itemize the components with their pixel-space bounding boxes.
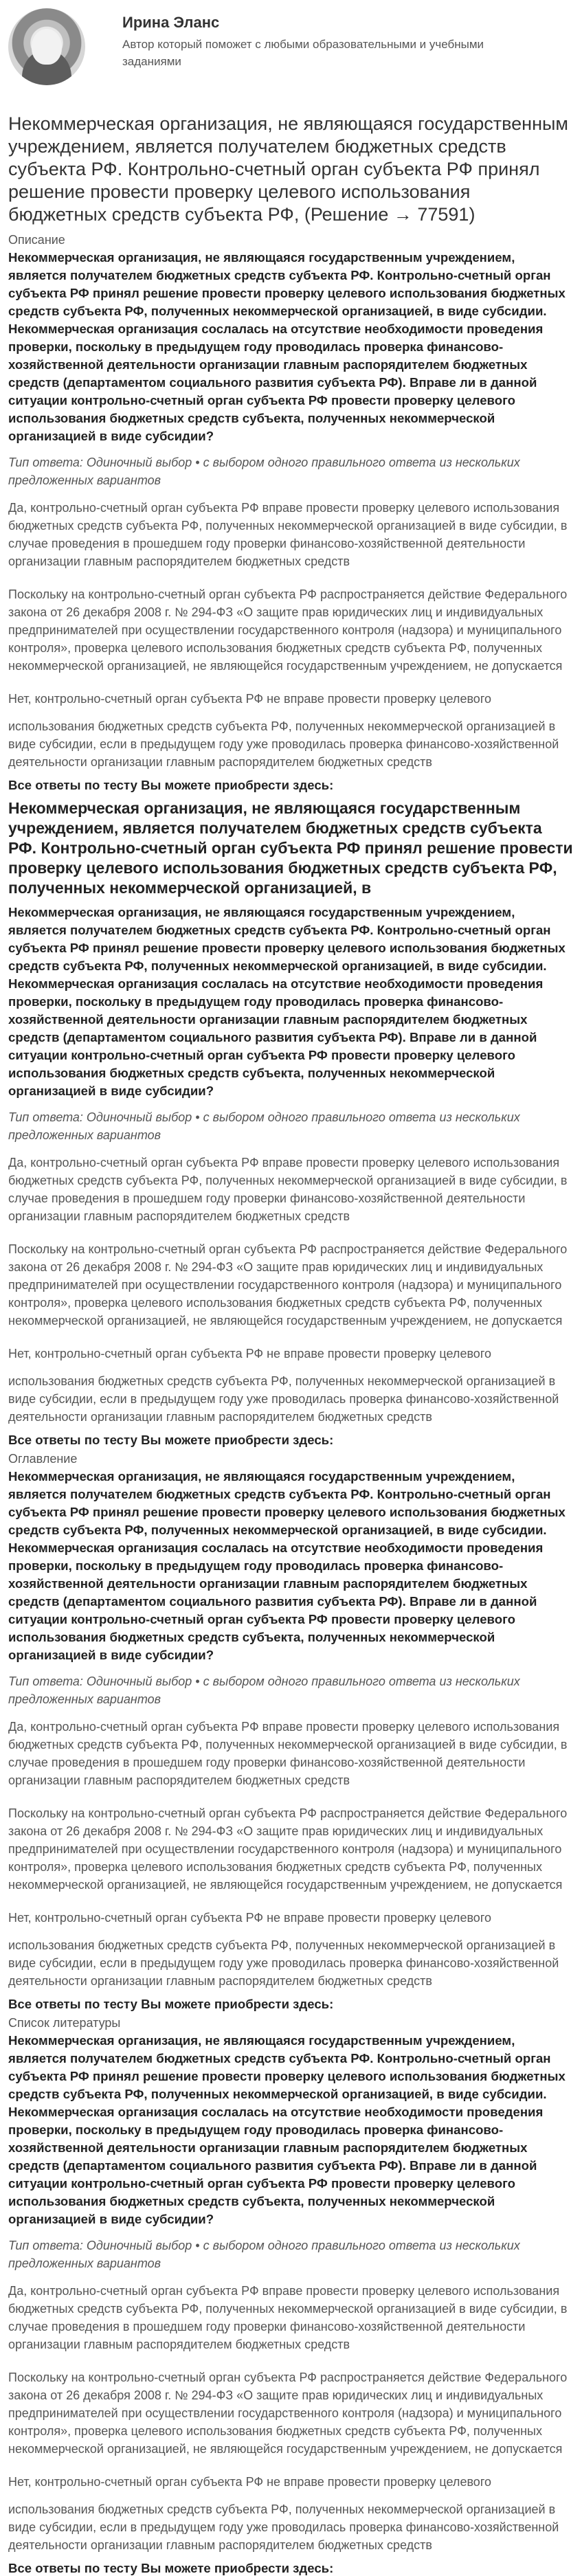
answer-option: Да, контрольно-счетный орган субъекта РФ вправе провести проверку целевого использования бюджетных средств субъекта РФ, полученных некоммерческой организацией в виде субсидии, в случае проведения в прошедшем году проверки финансово-хозяйственной деятельности организации главным распорядителем бюджетных средств xyxy=(8,1156,568,1223)
answer-option: использования бюджетных средств субъекта РФ, полученных некоммерческой организацией в виде субсидии, если в предыдущем году уже проводилась проверка финансово-хозяйственной деятельности организации главным распорядителем бюджетных средств xyxy=(8,1938,559,1988)
buy-answers-text: Все ответы по тесту Вы можете приобрести здесь: xyxy=(8,1997,334,2011)
section-label: Оглавление xyxy=(8,1452,78,1466)
buy-answers-text: Все ответы по тесту Вы можете приобрести здесь: xyxy=(8,778,334,792)
section-label: Описание xyxy=(8,233,65,247)
buy-answers-text: Все ответы по тесту Вы можете приобрести здесь: xyxy=(8,2561,334,2575)
question-text: Некоммерческая организация, не являющаяся государственным учреждением, является получателем бюджетных средств субъекта РФ. Контрольно-счетный орган субъекта РФ принял решение провести проверку целевого использования бюджетных средств субъекта РФ, полученных некоммерческой организацией, в виде субсидии. Некоммерческая организация сослалась на отсутствие необходимости проведения проверки, поскольку в предыдущем году проводилась проверка финансово-хозяйственной деятельности организации главным распорядителем бюджетных средств (департаментом социального развития субъекта РФ). Вправе ли в данной ситуации контрольно-счетный орган субъекта РФ провести проверку целевого использования бюджетных средств субъекта, полученных некоммерческой организацией в виде субсидии? xyxy=(8,2033,566,2226)
answer-type: Тип ответа: Одиночный выбор • с выбором одного правильного ответа из нескольких предложенных вариантов xyxy=(8,456,520,487)
answer-option: использования бюджетных средств субъекта РФ, полученных некоммерческой организацией в виде субсидии, если в предыдущем году уже проводилась проверка финансово-хозяйственной деятельности организации главным распорядителем бюджетных средств xyxy=(8,1374,559,1424)
answer-option: Да, контрольно-счетный орган субъекта РФ вправе провести проверку целевого использования бюджетных средств субъекта РФ, полученных некоммерческой организацией в виде субсидии, в случае проведения в прошедшем году проверки финансово-хозяйственной деятельности организации главным распорядителем бюджетных средств xyxy=(8,1720,568,1787)
section-description xyxy=(8,233,574,793)
section-heading xyxy=(8,798,574,1448)
question-text: Некоммерческая организация, не являющаяся государственным учреждением, является получателем бюджетных средств субъекта РФ. Контрольно-счетный орган субъекта РФ принял решение провести проверку целевого использования бюджетных средств субъекта РФ, полученных некоммерческой организацией, в виде субсидии. Некоммерческая организация сослалась на отсутствие необходимости проведения проверки, поскольку в предыдущем году проводилась проверка финансово-хозяйственной деятельности организации главным распорядителем бюджетных средств (департаментом социального развития субъекта РФ). Вправе ли в данной ситуации контрольно-счетный орган субъекта РФ провести проверку целевого использования бюджетных средств субъекта, полученных некоммерческой организацией в виде субсидии? xyxy=(8,250,566,443)
section-contents xyxy=(8,1452,574,2012)
page-title: Некоммерческая организация, не являющаяся государственным учреждением, является получателем бюджетных средств субъекта РФ. Контрольно-счетный орган субъекта РФ принял решение провести проверку целевого использования бюджетных средств субъекта РФ, (Решение → 77591) xyxy=(8,113,568,225)
author-name[interactable]: Ирина Эланс xyxy=(122,14,220,31)
author-avatar xyxy=(8,8,85,85)
section-heading-text: Некоммерческая организация, не являющаяся государственным учреждением, является получателем бюджетных средств субъекта РФ. Контрольно-счетный орган субъекта РФ принял решение провести проверку целевого использования бюджетных средств субъекта РФ, полученных некоммерческой организацией, в xyxy=(8,799,573,897)
answer-option: использования бюджетных средств субъекта РФ, полученных некоммерческой организацией в виде субсидии, если в предыдущем году уже проводилась проверка финансово-хозяйственной деятельности организации главным распорядителем бюджетных средств xyxy=(8,2502,559,2552)
answer-option: Поскольку на контрольно-счетный орган субъекта РФ распространяется действие Федерального закона от 26 декабря 2008 г. № 294-ФЗ «О защите прав юридических лиц и индивидуальных предпринимателей при осуществлении государственного контроля (надзора) и муниципального контроля», проверка целевого использования бюджетных средств субъекта РФ, полученных некоммерческой организацией, не являющейся государственным учреждением, не допускается xyxy=(8,1242,568,1328)
answer-option: Нет, контрольно-счетный орган субъекта РФ не вправе провести проверку целевого xyxy=(8,692,492,706)
answer-option: Поскольку на контрольно-счетный орган субъекта РФ распространяется действие Федерального закона от 26 декабря 2008 г. № 294-ФЗ «О защите прав юридических лиц и индивидуальных предпринимателей при осуществлении государственного контроля (надзора) и муниципального контроля», проверка целевого использования бюджетных средств субъекта РФ, полученных некоммерческой организацией, не являющейся государственным учреждением, не допускается xyxy=(8,587,568,673)
buy-answers-text: Все ответы по тесту Вы можете приобрести здесь: xyxy=(8,1433,334,1447)
section-references xyxy=(8,2016,574,2576)
answer-option: Нет, контрольно-счетный орган субъекта РФ не вправе провести проверку целевого xyxy=(8,2475,492,2489)
answer-option: Нет, контрольно-счетный орган субъекта РФ не вправе провести проверку целевого xyxy=(8,1911,492,1925)
answer-type: Тип ответа: Одиночный выбор • с выбором одного правильного ответа из нескольких предложенных вариантов xyxy=(8,1675,520,1706)
answer-type: Тип ответа: Одиночный выбор • с выбором одного правильного ответа из нескольких предложенных вариантов xyxy=(8,2239,520,2270)
author-header xyxy=(8,0,574,98)
answer-option: Нет, контрольно-счетный орган субъекта РФ не вправе провести проверку целевого xyxy=(8,1347,492,1360)
answer-option: Да, контрольно-счетный орган субъекта РФ вправе провести проверку целевого использования бюджетных средств субъекта РФ, полученных некоммерческой организацией в виде субсидии, в случае проведения в прошедшем году проверки финансово-хозяйственной деятельности организации главным распорядителем бюджетных средств xyxy=(8,2284,568,2351)
question-text: Некоммерческая организация, не являющаяся государственным учреждением, является получателем бюджетных средств субъекта РФ. Контрольно-счетный орган субъекта РФ принял решение провести проверку целевого использования бюджетных средств субъекта РФ, полученных некоммерческой организацией, в виде субсидии. Некоммерческая организация сослалась на отсутствие необходимости проведения проверки, поскольку в предыдущем году проводилась проверка финансово-хозяйственной деятельности организации главным распорядителем бюджетных средств (департаментом социального развития субъекта РФ). Вправе ли в данной ситуации контрольно-счетный орган субъекта РФ провести проверку целевого использования бюджетных средств субъекта, полученных некоммерческой организацией в виде субсидии? xyxy=(8,905,566,1098)
answer-option: Да, контрольно-счетный орган субъекта РФ вправе провести проверку целевого использования бюджетных средств субъекта РФ, полученных некоммерческой организацией в виде субсидии, в случае проведения в прошедшем году проверки финансово-хозяйственной деятельности организации главным распорядителем бюджетных средств xyxy=(8,501,568,568)
section-label: Список литературы xyxy=(8,2016,121,2030)
answer-option: Поскольку на контрольно-счетный орган субъекта РФ распространяется действие Федерального закона от 26 декабря 2008 г. № 294-ФЗ «О защите прав юридических лиц и индивидуальных предпринимателей при осуществлении государственного контроля (надзора) и муниципального контроля», проверка целевого использования бюджетных средств субъекта РФ, полученных некоммерческой организацией, не являющейся государственным учреждением, не допускается xyxy=(8,2371,568,2456)
answer-option: Поскольку на контрольно-счетный орган субъекта РФ распространяется действие Федерального закона от 26 декабря 2008 г. № 294-ФЗ «О защите прав юридических лиц и индивидуальных предпринимателей при осуществлении государственного контроля (надзора) и муниципального контроля», проверка целевого использования бюджетных средств субъекта РФ, полученных некоммерческой организацией, не являющейся государственным учреждением, не допускается xyxy=(8,1806,568,1892)
question-text: Некоммерческая организация, не являющаяся государственным учреждением, является получателем бюджетных средств субъекта РФ. Контрольно-счетный орган субъекта РФ принял решение провести проверку целевого использования бюджетных средств субъекта РФ, полученных некоммерческой организацией, в виде субсидии. Некоммерческая организация сослалась на отсутствие необходимости проведения проверки, поскольку в предыдущем году проводилась проверка финансово-хозяйственной деятельности организации главным распорядителем бюджетных средств (департаментом социального развития субъекта РФ). Вправе ли в данной ситуации контрольно-счетный орган субъекта РФ провести проверку целевого использования бюджетных средств субъекта, полученных некоммерческой организацией в виде субсидии? xyxy=(8,1469,566,1662)
answer-option: использования бюджетных средств субъекта РФ, полученных некоммерческой организацией в виде субсидии, если в предыдущем году уже проводилась проверка финансово-хозяйственной деятельности организации главным распорядителем бюджетных средств xyxy=(8,719,559,769)
author-description: Автор который поможет с любыми образовательными и учебными заданиями xyxy=(122,38,484,68)
answer-type: Тип ответа: Одиночный выбор • с выбором одного правильного ответа из нескольких предложенных вариантов xyxy=(8,1110,520,1142)
author-info xyxy=(122,8,507,70)
